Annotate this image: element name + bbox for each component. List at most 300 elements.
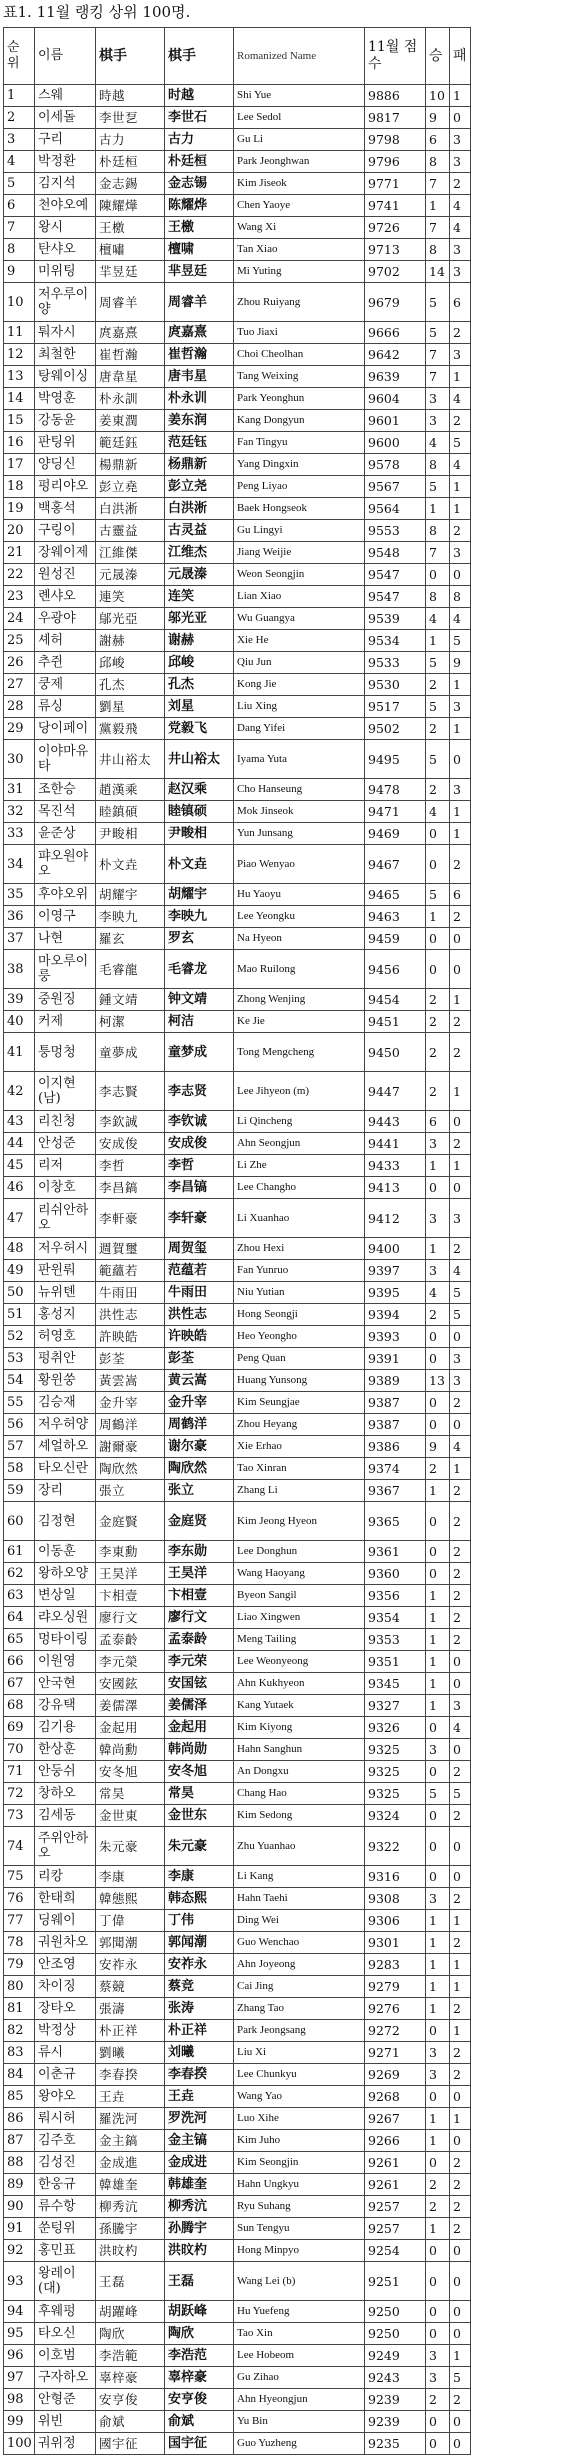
row-spacer xyxy=(471,2433,571,2455)
table-row xyxy=(4,2240,571,2262)
losses-cell: 2 xyxy=(450,410,471,432)
name-cell: 저우허양 xyxy=(35,1414,96,1436)
losses-cell: 1 xyxy=(450,476,471,498)
simplified-name-cell: 金主镐 xyxy=(165,2130,234,2152)
hanja-name-cell: 姜東潤 xyxy=(96,410,165,432)
hanja-name-cell: 井山裕太 xyxy=(96,740,165,779)
hanja-name-cell: 王檄 xyxy=(96,217,165,239)
table-row xyxy=(4,1888,571,1910)
wins-cell: 2 xyxy=(426,1033,450,1072)
hanja-name-cell: 古靈益 xyxy=(96,520,165,542)
points-cell: 9308 xyxy=(365,1888,426,1910)
romanized-name-cell: Li Xuanhao xyxy=(234,1199,365,1238)
row-spacer xyxy=(471,1033,571,1072)
wins-cell: 1 xyxy=(426,630,450,652)
simplified-name-cell: 安亨俊 xyxy=(165,2389,234,2411)
row-spacer xyxy=(471,2262,571,2301)
name-cell: 후웨펑 xyxy=(35,2301,96,2323)
table-row xyxy=(4,674,571,696)
simplified-name-cell: 韩态熙 xyxy=(165,1888,234,1910)
wins-cell: 0 xyxy=(426,2411,450,2433)
points-cell: 9249 xyxy=(365,2345,426,2367)
hanja-name-cell: 邱峻 xyxy=(96,652,165,674)
rank-cell: 14 xyxy=(4,388,35,410)
row-spacer xyxy=(471,1111,571,1133)
rank-cell: 72 xyxy=(4,1783,35,1805)
table-row xyxy=(4,1827,571,1866)
wins-cell: 1 xyxy=(426,2130,450,2152)
wins-cell: 0 xyxy=(426,1348,450,1370)
table-row xyxy=(4,217,571,239)
losses-cell: 2 xyxy=(450,2152,471,2174)
hanja-name-cell: 朴文垚 xyxy=(96,845,165,884)
hanja-name-cell: 白洪淅 xyxy=(96,498,165,520)
name-cell: 타오신 xyxy=(35,2323,96,2345)
points-cell: 9433 xyxy=(365,1155,426,1177)
simplified-name-cell: 姜东润 xyxy=(165,410,234,432)
table-row xyxy=(4,1436,571,1458)
hanja-name-cell: 劉星 xyxy=(96,696,165,718)
table-row xyxy=(4,388,571,410)
name-cell: 우광야 xyxy=(35,608,96,630)
points-cell: 9534 xyxy=(365,630,426,652)
romanized-name-cell: Weon Seongjin xyxy=(234,564,365,586)
wins-cell: 0 xyxy=(426,2433,450,2455)
name-cell: 쿵제 xyxy=(35,674,96,696)
romanized-name-cell: Chang Hao xyxy=(234,1783,365,1805)
simplified-name-cell: 胡耀宇 xyxy=(165,884,234,906)
rank-cell: 82 xyxy=(4,2020,35,2042)
table-row xyxy=(4,542,571,564)
table-row xyxy=(4,823,571,845)
points-cell: 9243 xyxy=(365,2367,426,2389)
row-spacer xyxy=(471,2042,571,2064)
name-cell: 이세돌 xyxy=(35,107,96,129)
hanja-name-cell: 彭立堯 xyxy=(96,476,165,498)
points-cell: 9796 xyxy=(365,151,426,173)
row-spacer xyxy=(471,564,571,586)
table-row xyxy=(4,151,571,173)
row-spacer xyxy=(471,1607,571,1629)
row-spacer xyxy=(471,823,571,845)
simplified-name-cell: 童梦成 xyxy=(165,1033,234,1072)
rank-cell: 48 xyxy=(4,1238,35,1260)
romanized-name-cell: Guo Wenchao xyxy=(234,1932,365,1954)
losses-cell: 4 xyxy=(450,388,471,410)
row-spacer xyxy=(471,2218,571,2240)
romanized-name-cell: Wang Lei (b) xyxy=(234,2262,365,2301)
wins-cell: 0 xyxy=(426,1717,450,1739)
simplified-name-cell: 柯洁 xyxy=(165,1011,234,1033)
table-row xyxy=(4,476,571,498)
romanized-name-cell: Tang Weixing xyxy=(234,366,365,388)
name-cell: 류싱 xyxy=(35,696,96,718)
name-cell: 홍성지 xyxy=(35,1304,96,1326)
ranking-table xyxy=(3,27,571,2455)
losses-cell: 2 xyxy=(450,1585,471,1607)
points-cell: 9447 xyxy=(365,1072,426,1111)
losses-cell: 1 xyxy=(450,1976,471,1998)
row-spacer xyxy=(471,2323,571,2345)
table-row xyxy=(4,1011,571,1033)
name-cell: 김지석 xyxy=(35,173,96,195)
romanized-name-cell: Tan Xiao xyxy=(234,239,365,261)
romanized-name-cell: Ahn Seongjun xyxy=(234,1133,365,1155)
table-row xyxy=(4,261,571,283)
rank-cell: 61 xyxy=(4,1541,35,1563)
romanized-name-cell: Kim Seungjae xyxy=(234,1392,365,1414)
name-cell: 윤준상 xyxy=(35,823,96,845)
romanized-name-cell: Kang Yutaek xyxy=(234,1695,365,1717)
name-cell: 중원징 xyxy=(35,989,96,1011)
name-cell: 리저 xyxy=(35,1155,96,1177)
points-cell: 9301 xyxy=(365,1932,426,1954)
name-cell: 리캉 xyxy=(35,1866,96,1888)
points-cell: 9365 xyxy=(365,1502,426,1541)
hanja-name-cell: 郭聞潮 xyxy=(96,1932,165,1954)
losses-cell: 0 xyxy=(450,564,471,586)
wins-cell: 0 xyxy=(426,1827,450,1866)
romanized-name-cell: Fan Yunruo xyxy=(234,1260,365,1282)
rank-cell: 2 xyxy=(4,107,35,129)
name-cell: 이호범 xyxy=(35,2345,96,2367)
simplified-name-cell: 古灵益 xyxy=(165,520,234,542)
wins-cell: 8 xyxy=(426,454,450,476)
losses-cell: 2 xyxy=(450,2064,471,2086)
wins-cell: 3 xyxy=(426,410,450,432)
simplified-name-cell: 金起用 xyxy=(165,1717,234,1739)
rank-cell: 59 xyxy=(4,1480,35,1502)
romanized-name-cell: Dang Yifei xyxy=(234,718,365,740)
hanja-name-cell: 朱元豪 xyxy=(96,1827,165,1866)
name-cell: 박영훈 xyxy=(35,388,96,410)
row-spacer xyxy=(471,1011,571,1033)
hanja-name-cell: 時越 xyxy=(96,85,165,107)
row-spacer xyxy=(471,906,571,928)
losses-cell: 3 xyxy=(450,779,471,801)
row-spacer xyxy=(471,801,571,823)
row-spacer xyxy=(471,1932,571,1954)
points-cell: 9239 xyxy=(365,2389,426,2411)
wins-cell: 0 xyxy=(426,1866,450,1888)
simplified-name-cell: 朴廷桓 xyxy=(165,151,234,173)
losses-cell: 0 xyxy=(450,950,471,989)
points-cell: 9250 xyxy=(365,2301,426,2323)
name-cell: 김성진 xyxy=(35,2152,96,2174)
wins-cell: 0 xyxy=(426,2020,450,2042)
simplified-name-cell: 王昊洋 xyxy=(165,1563,234,1585)
points-cell: 9271 xyxy=(365,2042,426,2064)
hanja-name-cell: 江維傑 xyxy=(96,542,165,564)
points-cell: 9395 xyxy=(365,1282,426,1304)
hanja-name-cell: 胡耀宇 xyxy=(96,884,165,906)
table-row xyxy=(4,1563,571,1585)
points-cell: 9257 xyxy=(365,2196,426,2218)
table-row xyxy=(4,845,571,884)
points-cell: 9324 xyxy=(365,1805,426,1827)
rank-cell: 46 xyxy=(4,1177,35,1199)
rank-cell: 6 xyxy=(4,195,35,217)
name-cell: 이창호 xyxy=(35,1177,96,1199)
name-cell: 장웨이제 xyxy=(35,542,96,564)
romanized-name-cell: Shi Yue xyxy=(234,85,365,107)
name-cell: 조한승 xyxy=(35,779,96,801)
losses-cell: 0 xyxy=(450,2411,471,2433)
losses-cell: 1 xyxy=(450,2020,471,2042)
simplified-name-cell: 范蕴若 xyxy=(165,1260,234,1282)
row-spacer xyxy=(471,1954,571,1976)
points-cell: 9394 xyxy=(365,1304,426,1326)
simplified-name-cell: 孙腾宇 xyxy=(165,2218,234,2240)
romanized-name-cell: Piao Wenyao xyxy=(234,845,365,884)
table-row xyxy=(4,173,571,195)
points-cell: 9356 xyxy=(365,1585,426,1607)
simplified-name-cell: 罗玄 xyxy=(165,928,234,950)
points-cell: 9354 xyxy=(365,1607,426,1629)
simplified-name-cell: 郭闻潮 xyxy=(165,1932,234,1954)
romanized-name-cell: Sun Tengyu xyxy=(234,2218,365,2240)
simplified-name-cell: 洪旼杓 xyxy=(165,2240,234,2262)
romanized-name-cell: Yu Bin xyxy=(234,2411,365,2433)
points-cell: 9441 xyxy=(365,1133,426,1155)
points-cell: 9741 xyxy=(365,195,426,217)
rank-cell: 79 xyxy=(4,1954,35,1976)
simplified-name-cell: 李浩范 xyxy=(165,2345,234,2367)
losses-cell: 5 xyxy=(450,1304,471,1326)
name-cell: 펑리야오 xyxy=(35,476,96,498)
table-row xyxy=(4,2042,571,2064)
name-cell: 펑취안 xyxy=(35,1348,96,1370)
losses-cell: 5 xyxy=(450,630,471,652)
rank-cell: 36 xyxy=(4,906,35,928)
points-cell: 9269 xyxy=(365,2064,426,2086)
row-spacer xyxy=(471,652,571,674)
romanized-name-cell: Park Yeonghun xyxy=(234,388,365,410)
losses-cell: 3 xyxy=(450,1348,471,1370)
hanja-name-cell: 童夢成 xyxy=(96,1033,165,1072)
romanized-name-cell: Zhou Hexi xyxy=(234,1238,365,1260)
points-cell: 9387 xyxy=(365,1414,426,1436)
points-cell: 9306 xyxy=(365,1910,426,1932)
wins-cell: 0 xyxy=(426,1326,450,1348)
losses-cell: 5 xyxy=(450,2367,471,2389)
name-cell: 장리 xyxy=(35,1480,96,1502)
romanized-name-cell: Yang Dingxin xyxy=(234,454,365,476)
rank-cell: 21 xyxy=(4,542,35,564)
romanized-name-cell: Lee Hobeom xyxy=(234,2345,365,2367)
romanized-name-cell: Liao Xingwen xyxy=(234,1607,365,1629)
wins-cell: 7 xyxy=(426,173,450,195)
hanja-name-cell: 周鶴洋 xyxy=(96,1414,165,1436)
table-row xyxy=(4,520,571,542)
romanized-name-cell: Wang Xi xyxy=(234,217,365,239)
row-spacer xyxy=(471,1436,571,1458)
romanized-name-cell: Meng Tailing xyxy=(234,1629,365,1651)
hanja-name-cell: 柳秀沆 xyxy=(96,2196,165,2218)
losses-cell: 6 xyxy=(450,283,471,322)
simplified-name-cell: 金升宰 xyxy=(165,1392,234,1414)
romanized-name-cell: Qiu Jun xyxy=(234,652,365,674)
name-cell: 랴오싱원 xyxy=(35,1607,96,1629)
losses-cell: 1 xyxy=(450,85,471,107)
losses-cell: 2 xyxy=(450,1998,471,2020)
name-cell: 천야오예 xyxy=(35,195,96,217)
romanized-name-cell: Ding Wei xyxy=(234,1910,365,1932)
wins-cell: 0 xyxy=(426,2323,450,2345)
points-cell: 9467 xyxy=(365,845,426,884)
simplified-name-cell: 朴永训 xyxy=(165,388,234,410)
simplified-name-cell: 睦镇硕 xyxy=(165,801,234,823)
row-spacer xyxy=(471,432,571,454)
losses-cell: 1 xyxy=(450,718,471,740)
rank-cell: 97 xyxy=(4,2367,35,2389)
name-cell: 이춘규 xyxy=(35,2064,96,2086)
hanja-name-cell: 國宇征 xyxy=(96,2433,165,2455)
hanja-name-cell: 羅玄 xyxy=(96,928,165,950)
name-cell: 안조영 xyxy=(35,1954,96,1976)
header-losses: 패 xyxy=(450,28,471,85)
romanized-name-cell: Fan Tingyu xyxy=(234,432,365,454)
losses-cell: 3 xyxy=(450,344,471,366)
wins-cell: 0 xyxy=(426,1414,450,1436)
romanized-name-cell: Ahn Hyeongjun xyxy=(234,2389,365,2411)
header-wins: 승 xyxy=(426,28,450,85)
row-spacer xyxy=(471,1805,571,1827)
table-row xyxy=(4,906,571,928)
simplified-name-cell: 金志锡 xyxy=(165,173,234,195)
wins-cell: 8 xyxy=(426,151,450,173)
rank-cell: 55 xyxy=(4,1392,35,1414)
romanized-name-cell: Guo Yuzheng xyxy=(234,2433,365,2455)
row-spacer xyxy=(471,1177,571,1199)
losses-cell: 2 xyxy=(450,1607,471,1629)
points-cell: 9261 xyxy=(365,2174,426,2196)
name-cell: 김기용 xyxy=(35,1717,96,1739)
name-cell: 황윈쑹 xyxy=(35,1370,96,1392)
wins-cell: 3 xyxy=(426,2367,450,2389)
name-cell: 미위팅 xyxy=(35,261,96,283)
simplified-name-cell: 俞斌 xyxy=(165,2411,234,2433)
simplified-name-cell: 牛雨田 xyxy=(165,1282,234,1304)
row-spacer xyxy=(471,2108,571,2130)
losses-cell: 9 xyxy=(450,652,471,674)
losses-cell: 5 xyxy=(450,432,471,454)
table-row xyxy=(4,564,571,586)
points-cell: 9325 xyxy=(365,1783,426,1805)
table-row xyxy=(4,1072,571,1111)
losses-cell: 2 xyxy=(450,906,471,928)
wins-cell: 3 xyxy=(426,2345,450,2367)
hanja-name-cell: 金世東 xyxy=(96,1805,165,1827)
romanized-name-cell: Zhang Tao xyxy=(234,1998,365,2020)
rank-cell: 17 xyxy=(4,454,35,476)
hanja-name-cell: 李志賢 xyxy=(96,1072,165,1111)
losses-cell: 2 xyxy=(450,520,471,542)
row-spacer xyxy=(471,1866,571,1888)
wins-cell: 8 xyxy=(426,239,450,261)
row-spacer xyxy=(471,718,571,740)
wins-cell: 5 xyxy=(426,696,450,718)
table-row xyxy=(4,1607,571,1629)
table-row xyxy=(4,2108,571,2130)
romanized-name-cell: Heo Yeongho xyxy=(234,1326,365,1348)
row-spacer xyxy=(471,1673,571,1695)
table-row xyxy=(4,1177,571,1199)
row-spacer xyxy=(471,388,571,410)
points-cell: 9351 xyxy=(365,1651,426,1673)
points-cell: 9327 xyxy=(365,1695,426,1717)
losses-cell: 4 xyxy=(450,1436,471,1458)
table-row xyxy=(4,1133,571,1155)
name-cell: 박정환 xyxy=(35,151,96,173)
hanja-name-cell: 安國鉉 xyxy=(96,1673,165,1695)
table-row xyxy=(4,608,571,630)
header-name: 이름 xyxy=(35,28,96,85)
hanja-name-cell: 李春揆 xyxy=(96,2064,165,2086)
row-spacer xyxy=(471,1717,571,1739)
simplified-name-cell: 唐韦星 xyxy=(165,366,234,388)
table-row xyxy=(4,801,571,823)
name-cell: 왕시 xyxy=(35,217,96,239)
simplified-name-cell: 刘曦 xyxy=(165,2042,234,2064)
hanja-name-cell: 庹嘉熹 xyxy=(96,322,165,344)
rank-cell: 75 xyxy=(4,1866,35,1888)
name-cell: 구링이 xyxy=(35,520,96,542)
row-spacer xyxy=(471,2367,571,2389)
wins-cell: 5 xyxy=(426,476,450,498)
hanja-name-cell: 範蘊若 xyxy=(96,1260,165,1282)
hanja-name-cell: 陳耀燁 xyxy=(96,195,165,217)
row-spacer xyxy=(471,1827,571,1866)
romanized-name-cell: An Dongxu xyxy=(234,1761,365,1783)
rank-cell: 100 xyxy=(4,2433,35,2455)
wins-cell: 0 xyxy=(426,564,450,586)
rank-cell: 4 xyxy=(4,151,35,173)
wins-cell: 2 xyxy=(426,779,450,801)
hanja-name-cell: 趙漢乘 xyxy=(96,779,165,801)
rank-cell: 54 xyxy=(4,1370,35,1392)
losses-cell: 8 xyxy=(450,586,471,608)
romanized-name-cell: Hu Yuefeng xyxy=(234,2301,365,2323)
wins-cell: 3 xyxy=(426,2042,450,2064)
simplified-name-cell: 辜梓豪 xyxy=(165,2367,234,2389)
hanja-name-cell: 常昊 xyxy=(96,1783,165,1805)
row-spacer xyxy=(471,1072,571,1111)
losses-cell: 3 xyxy=(450,1199,471,1238)
row-spacer xyxy=(471,1888,571,1910)
simplified-name-cell: 芈昱廷 xyxy=(165,261,234,283)
points-cell: 9469 xyxy=(365,823,426,845)
table-row xyxy=(4,779,571,801)
rank-cell: 47 xyxy=(4,1199,35,1238)
rank-cell: 28 xyxy=(4,696,35,718)
row-spacer xyxy=(471,2064,571,2086)
wins-cell: 1 xyxy=(426,1480,450,1502)
points-cell: 9353 xyxy=(365,1629,426,1651)
name-cell: 탄샤오 xyxy=(35,239,96,261)
table-row xyxy=(4,696,571,718)
wins-cell: 0 xyxy=(426,928,450,950)
romanized-name-cell: Ke Jie xyxy=(234,1011,365,1033)
row-spacer xyxy=(471,1370,571,1392)
table-row xyxy=(4,498,571,520)
simplified-name-cell: 范廷钰 xyxy=(165,432,234,454)
name-cell: 구리 xyxy=(35,129,96,151)
name-cell: 김세동 xyxy=(35,1805,96,1827)
losses-cell: 2 xyxy=(450,1541,471,1563)
row-spacer xyxy=(471,322,571,344)
table-row xyxy=(4,1282,571,1304)
